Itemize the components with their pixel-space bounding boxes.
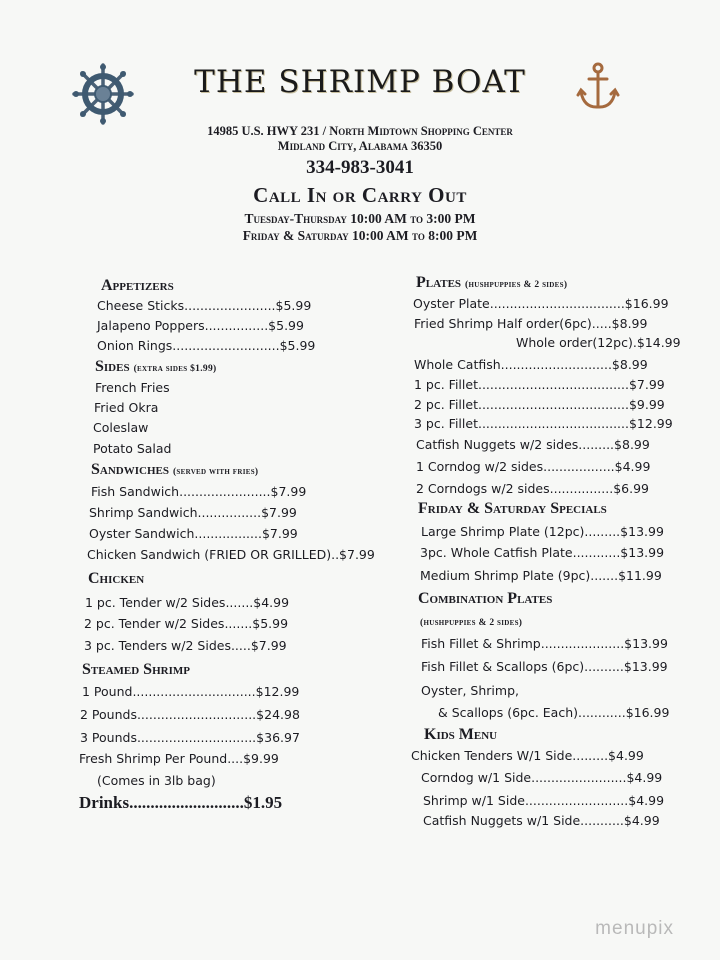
- menu-item: Fish Fillet & Scallops (6pc)..........$13.99: [421, 659, 668, 674]
- menu-item: Catfish Nuggets w/1 Side...........$4.99: [423, 813, 660, 828]
- menu-item: Oyster, Shrimp,: [421, 683, 519, 698]
- menu-item: Medium Shrimp Plate (9pc).......$11.99: [420, 568, 662, 583]
- menu-item: 3pc. Whole Catfish Plate............$13.99: [420, 545, 665, 560]
- menu-item: Jalapeno Poppers................$5.99: [97, 318, 304, 333]
- sandwiches-heading: Sandwiches (served with fries): [91, 461, 259, 478]
- menu-item: 1 Pound...............................$12.99: [82, 684, 300, 699]
- specials-heading: Friday & Saturday Specials: [418, 500, 607, 517]
- menu-item: Corndog w/1 Side........................$4.99: [421, 770, 663, 785]
- restaurant-title: THE SHRIMP BOAT: [194, 64, 526, 100]
- menu-item: 2 pc. Tender w/2 Sides.......$5.99: [84, 616, 289, 631]
- menu-item: 1 pc. Tender w/2 Sides.......$4.99: [85, 595, 290, 610]
- drinks-line: Drinks...........................$1.95: [79, 793, 283, 812]
- hours-weekday: Tuesday-Thursday 10:00 AM to 3:00 PM: [244, 211, 476, 226]
- call-in-heading: Call In or Carry Out: [253, 183, 467, 207]
- combination-note: (hushpuppies & 2 sides): [420, 618, 523, 628]
- address-line-1: 14985 U.S. HWY 231 / North Midtown Shopping Center: [207, 124, 513, 138]
- appetizers-heading: Appetizers: [101, 277, 174, 294]
- menu-item: Fried Shrimp Half order(6pc).....$8.99: [414, 316, 648, 331]
- menu-item: Whole Catfish............................$8.99: [414, 357, 648, 372]
- steamed-shrimp-heading: Steamed Shrimp: [82, 661, 190, 678]
- menu-item: 2 pc. Fillet......................................$9.99: [414, 397, 665, 412]
- menu-item: 3 pc. Tenders w/2 Sides.....$7.99: [84, 638, 287, 653]
- phone-number: 334-983-3041: [306, 157, 414, 178]
- menu-item: Potato Salad: [93, 441, 172, 456]
- menu-item: 3 pc. Fillet......................................$12.99: [414, 416, 673, 431]
- menu-item: Shrimp Sandwich................$7.99: [89, 505, 297, 520]
- menu-item: 1 Corndog w/2 sides..................$4.99: [416, 459, 651, 474]
- kids-menu-heading: Kids Menu: [424, 726, 498, 743]
- hours-weekend: Friday & Saturday 10:00 AM to 8:00 PM: [242, 228, 478, 243]
- menu-item: 2 Pounds..............................$24.98: [80, 707, 300, 722]
- menu-item: Cheese Sticks.......................$5.99: [97, 298, 312, 313]
- menu-item: Whole order(12pc).$14.99: [516, 335, 681, 350]
- menu-item: 3 Pounds..............................$36.97: [80, 730, 300, 745]
- chicken-heading: Chicken: [88, 570, 145, 587]
- menu-item: Catfish Nuggets w/2 sides.........$8.99: [416, 437, 650, 452]
- menu-item: 2 Corndogs w/2 sides................$6.99: [416, 481, 649, 496]
- menu-item: Oyster Sandwich.................$7.99: [89, 526, 298, 541]
- menu-item-note: (Comes in 3lb bag): [97, 773, 216, 788]
- menu-item: Chicken Sandwich (FRIED OR GRILLED)..$7.99: [87, 547, 375, 562]
- watermark: menupix: [595, 918, 674, 939]
- menu-item: Coleslaw: [93, 420, 149, 435]
- plates-heading: Plates (hushpuppies & 2 sides): [416, 274, 568, 291]
- menu-item: Fresh Shrimp Per Pound....$9.99: [79, 751, 279, 766]
- sides-heading: Sides (extra sides $1.99): [95, 358, 217, 375]
- menu-item: Shrimp w/1 Side..........................$4.99: [423, 793, 665, 808]
- address-line-2: Midland City, Alabama 36350: [277, 139, 443, 153]
- menu-item: & Scallops (6pc. Each)............$16.99: [438, 705, 670, 720]
- menu-item: 1 pc. Fillet......................................$7.99: [414, 377, 665, 392]
- menu-item: Fish Sandwich.......................$7.99: [91, 484, 307, 499]
- menu-item: Onion Rings...........................$5.99: [97, 338, 316, 353]
- menu-item: Fish Fillet & Shrimp.....................$13.99: [421, 636, 668, 651]
- menu-item: Chicken Tenders W/1 Side.........$4.99: [411, 748, 644, 763]
- menu-item: Fried Okra: [94, 400, 159, 415]
- menu-item: Large Shrimp Plate (12pc).........$13.99: [421, 524, 664, 539]
- menu-item: Oyster Plate..................................$16.99: [413, 296, 669, 311]
- menu-item: French Fries: [95, 380, 170, 395]
- combination-heading: Combination Plates: [418, 590, 553, 607]
